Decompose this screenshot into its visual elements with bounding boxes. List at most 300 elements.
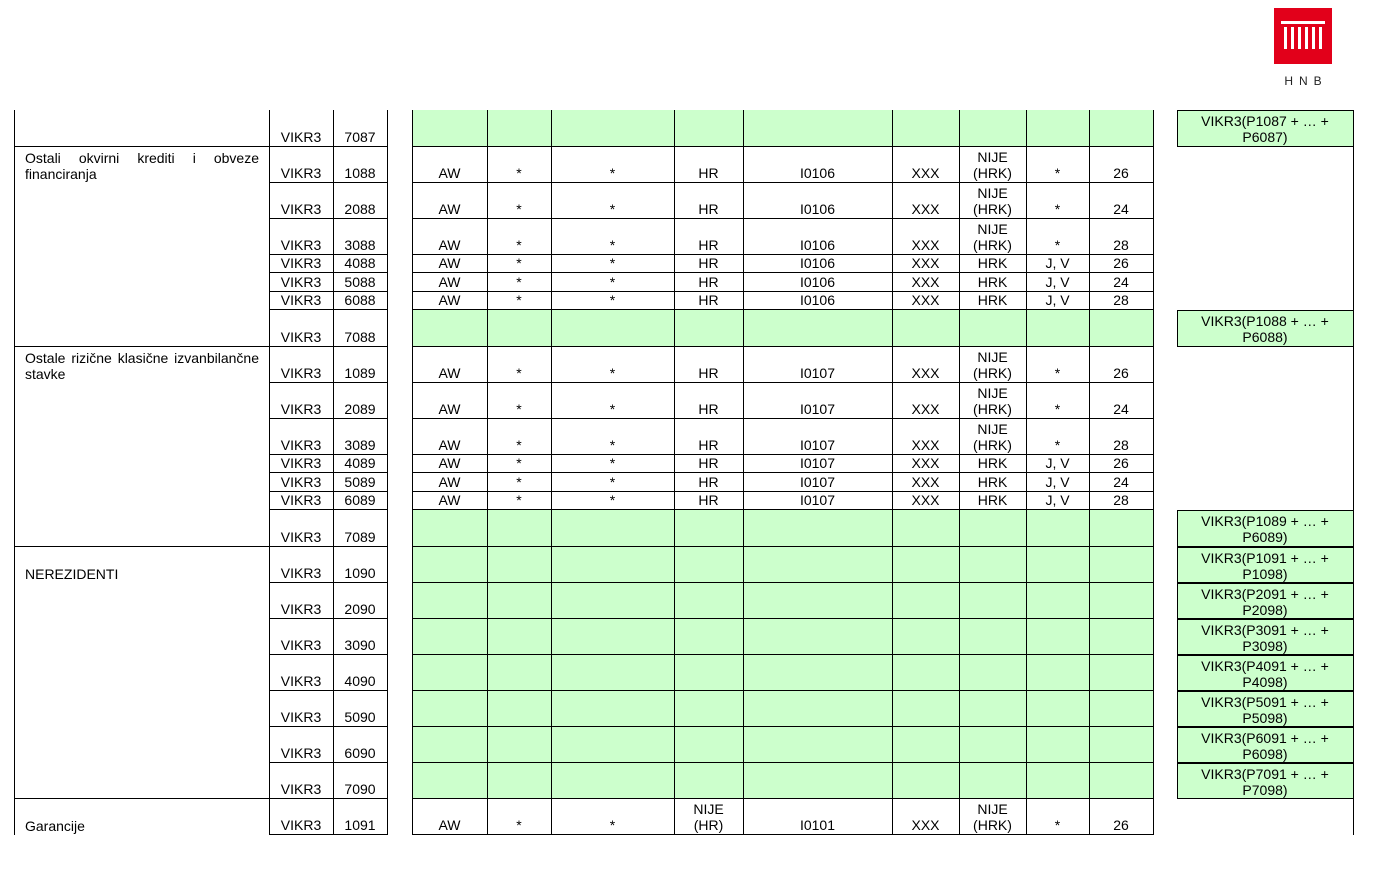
instrument-cell-line: I0101 <box>799 817 836 833</box>
currency-cell-line: NIJE <box>977 185 1008 201</box>
position-number <box>333 365 387 381</box>
formula-line: P1098) <box>1242 566 1288 582</box>
table-horizontal-border <box>269 272 388 273</box>
jv-cell-line: * <box>1054 201 1061 217</box>
table-horizontal-border <box>1177 619 1354 620</box>
country-cell <box>674 274 743 290</box>
report-code-line: VIKR3 <box>280 274 322 290</box>
position-number <box>333 401 387 417</box>
aw-cell <box>412 437 487 453</box>
star-cell-line: * <box>609 492 616 508</box>
country-cell <box>674 455 743 471</box>
row-description: Ostale rizične klasične izvanbilančne stavke <box>25 350 259 382</box>
table-horizontal-border <box>1177 310 1354 311</box>
green-cell-block <box>413 310 1153 346</box>
position-number-line: 1090 <box>344 565 376 581</box>
star-cell <box>487 201 551 217</box>
formula-cell <box>1178 694 1352 726</box>
star-cell-line: * <box>609 255 616 271</box>
report-code <box>269 292 333 308</box>
star-cell <box>551 437 674 453</box>
table-horizontal-border <box>269 582 388 583</box>
instrument-cell <box>743 437 892 453</box>
star-cell <box>551 201 674 217</box>
position-number-line: 5088 <box>344 274 376 290</box>
currency-cell <box>959 274 1026 290</box>
jv-cell <box>1026 274 1089 290</box>
star-cell-line: * <box>609 437 616 453</box>
row-description: Ostali okvirni krediti i obveze financiranja <box>25 150 259 182</box>
xxx-cell-line: XXX <box>911 292 940 308</box>
instrument-cell-line: I0107 <box>799 401 836 417</box>
instrument-cell-line: I0106 <box>799 201 836 217</box>
number-cell-line: 28 <box>1113 237 1129 253</box>
position-number-line: 4089 <box>344 455 376 471</box>
green-cell-block <box>413 510 1153 546</box>
currency-cell-line: HRK <box>977 474 1008 490</box>
formula-line: P6088) <box>1242 329 1288 345</box>
star-cell <box>487 474 551 490</box>
star-cell <box>551 255 674 271</box>
aw-cell <box>412 492 487 508</box>
table-horizontal-border <box>1177 110 1354 111</box>
table-horizontal-border <box>412 272 1154 273</box>
table-horizontal-border <box>412 654 1154 655</box>
report-code-line: VIKR3 <box>280 165 322 181</box>
instrument-cell-line: I0107 <box>799 437 836 453</box>
position-number-line: 7090 <box>344 781 376 797</box>
star-cell-line: * <box>516 437 522 453</box>
formula-line: P6098) <box>1242 746 1288 762</box>
report-code <box>269 437 333 453</box>
country-cell-line: HR <box>698 274 719 290</box>
position-number-line: 3089 <box>344 437 376 453</box>
jv-cell-line: * <box>1054 165 1061 181</box>
aw-cell-line: AW <box>438 365 461 381</box>
table-horizontal-border <box>269 382 388 383</box>
report-code-line: VIKR3 <box>280 817 322 833</box>
country-cell-line: HR <box>698 255 719 271</box>
table-horizontal-border <box>412 762 1154 763</box>
instrument-cell <box>743 817 892 833</box>
currency-cell <box>959 474 1026 490</box>
position-number-line: 7089 <box>344 529 376 545</box>
position-number-line: 3088 <box>344 237 376 253</box>
currency-cell-line: HRK <box>977 255 1008 271</box>
instrument-cell <box>743 455 892 471</box>
table-horizontal-border <box>269 546 388 547</box>
star-cell-line: * <box>609 474 616 490</box>
currency-cell-line: NIJE <box>977 221 1008 237</box>
table-horizontal-border <box>412 690 1154 691</box>
formula-line: VIKR3(P1087 + … + <box>1201 113 1329 129</box>
star-cell-line: * <box>516 255 522 271</box>
formula-line: VIKR3(P2091 + … + <box>1201 586 1329 602</box>
report-code <box>269 201 333 217</box>
number-cell-line: 24 <box>1113 201 1129 217</box>
star-cell <box>551 292 674 308</box>
position-number <box>333 201 387 217</box>
currency-cell-line: NIJE <box>977 385 1008 401</box>
position-number <box>333 709 387 725</box>
table-horizontal-border <box>269 182 388 183</box>
formula-line: VIKR3(P1088 + … + <box>1201 313 1329 329</box>
green-cell-block <box>413 583 1153 618</box>
report-code <box>269 365 333 381</box>
table-horizontal-border <box>269 346 388 347</box>
row-description: NEREZIDENTI <box>25 566 119 582</box>
currency-cell-line: HRK <box>977 492 1008 508</box>
formula-line: P4098) <box>1242 674 1288 690</box>
instrument-cell <box>743 401 892 417</box>
currency-cell-line: (HRK) <box>973 365 1012 381</box>
instrument-cell <box>743 255 892 271</box>
report-code <box>269 237 333 253</box>
star-cell-line: * <box>516 292 522 308</box>
xxx-cell-line: XXX <box>911 255 940 271</box>
star-cell <box>487 365 551 381</box>
jv-cell-line: J, V <box>1045 474 1070 490</box>
star-cell-line: * <box>516 455 522 471</box>
number-cell <box>1089 455 1153 471</box>
xxx-cell <box>892 817 959 833</box>
position-number <box>333 474 387 490</box>
currency-cell <box>959 421 1026 453</box>
position-number <box>333 237 387 253</box>
currency-cell <box>959 255 1026 271</box>
position-number-line: 2090 <box>344 601 376 617</box>
country-cell-line: (HR) <box>693 817 724 833</box>
number-cell <box>1089 492 1153 508</box>
number-cell-line: 24 <box>1113 401 1129 417</box>
xxx-cell-line: XXX <box>911 401 940 417</box>
table-horizontal-border <box>269 654 388 655</box>
star-cell-line: * <box>609 237 616 253</box>
formula-line: VIKR3(P4091 + … + <box>1201 658 1329 674</box>
position-number-line: 5089 <box>344 474 376 490</box>
jv-cell-line: * <box>1054 401 1061 417</box>
report-code <box>269 274 333 290</box>
position-number-line: 4088 <box>344 255 376 271</box>
country-cell-line: HR <box>698 365 719 381</box>
table-vertical-border <box>14 110 15 835</box>
xxx-cell <box>892 492 959 508</box>
number-cell <box>1089 165 1153 181</box>
position-number <box>333 437 387 453</box>
star-cell <box>487 817 551 833</box>
star-cell <box>551 165 674 181</box>
report-code-line: VIKR3 <box>280 565 322 581</box>
currency-cell <box>959 492 1026 508</box>
formula-cell <box>1178 766 1352 798</box>
green-cell-block <box>413 727 1153 762</box>
currency-cell <box>959 349 1026 381</box>
star-cell <box>551 401 674 417</box>
table-horizontal-border <box>1177 510 1354 511</box>
table-horizontal-border <box>269 146 388 147</box>
xxx-cell-line: XXX <box>911 437 940 453</box>
star-cell-line: * <box>516 492 522 508</box>
star-cell-line: * <box>516 165 522 181</box>
aw-cell-line: AW <box>438 455 461 471</box>
xxx-cell-line: XXX <box>911 492 940 508</box>
position-number-line: 1089 <box>344 365 376 381</box>
report-code <box>269 401 333 417</box>
xxx-cell-line: XXX <box>911 817 940 833</box>
number-cell <box>1089 365 1153 381</box>
jv-cell <box>1026 817 1089 833</box>
number-cell-line: 28 <box>1113 437 1129 453</box>
aw-cell <box>412 237 487 253</box>
number-cell <box>1089 292 1153 308</box>
report-code <box>269 255 333 271</box>
currency-cell-line: HRK <box>977 274 1008 290</box>
report-code <box>269 329 333 345</box>
star-cell-line: * <box>609 365 616 381</box>
table-horizontal-border <box>412 726 1154 727</box>
currency-cell-line: (HRK) <box>973 817 1012 833</box>
position-number <box>333 274 387 290</box>
currency-cell-line: (HRK) <box>973 165 1012 181</box>
currency-cell <box>959 221 1026 253</box>
currency-cell-line: NIJE <box>977 349 1008 365</box>
table-horizontal-border <box>269 762 388 763</box>
jv-cell <box>1026 237 1089 253</box>
currency-cell-line: HRK <box>977 455 1008 471</box>
xxx-cell-line: XXX <box>911 474 940 490</box>
country-cell <box>674 492 743 508</box>
position-number <box>333 329 387 345</box>
position-number-line: 6090 <box>344 745 376 761</box>
xxx-cell-line: XXX <box>911 274 940 290</box>
table-horizontal-border <box>269 834 388 835</box>
row-description: Garancije <box>25 818 85 834</box>
table-horizontal-border <box>1177 763 1354 764</box>
jv-cell-line: * <box>1054 817 1061 833</box>
table-horizontal-border <box>412 309 1154 310</box>
position-number-line: 7087 <box>344 129 376 145</box>
aw-cell <box>412 255 487 271</box>
xxx-cell <box>892 474 959 490</box>
star-cell-line: * <box>609 201 616 217</box>
jv-cell <box>1026 474 1089 490</box>
star-cell <box>551 492 674 508</box>
star-cell-line: * <box>609 165 616 181</box>
table-horizontal-border <box>412 146 1154 147</box>
aw-cell-line: AW <box>438 237 461 253</box>
star-cell <box>551 274 674 290</box>
country-cell <box>674 401 743 417</box>
number-cell-line: 26 <box>1113 255 1129 271</box>
number-cell-line: 24 <box>1113 274 1129 290</box>
number-cell <box>1089 201 1153 217</box>
report-code-line: VIKR3 <box>280 237 322 253</box>
star-cell-line: * <box>609 292 616 308</box>
table-horizontal-border <box>412 346 1154 347</box>
jv-cell-line: * <box>1054 237 1061 253</box>
table-horizontal-border <box>1177 655 1354 656</box>
report-code <box>269 129 333 145</box>
country-cell <box>674 255 743 271</box>
table-horizontal-border <box>14 346 270 347</box>
green-cell-block <box>413 763 1153 798</box>
formula-line: VIKR3(P6091 + … + <box>1201 730 1329 746</box>
jv-cell <box>1026 365 1089 381</box>
position-number <box>333 529 387 545</box>
report-code-line: VIKR3 <box>280 455 322 471</box>
star-cell <box>487 292 551 308</box>
star-cell <box>487 492 551 508</box>
number-cell-line: 28 <box>1113 492 1129 508</box>
position-number-line: 3090 <box>344 637 376 653</box>
jv-cell <box>1026 165 1089 181</box>
formula-cell <box>1178 513 1352 545</box>
number-cell <box>1089 474 1153 490</box>
green-cell-block <box>413 110 1153 146</box>
position-number <box>333 165 387 181</box>
aw-cell <box>412 165 487 181</box>
report-code-line: VIKR3 <box>280 781 322 797</box>
currency-cell-line: HRK <box>977 292 1008 308</box>
position-number <box>333 781 387 797</box>
xxx-cell <box>892 401 959 417</box>
table-horizontal-border <box>412 618 1154 619</box>
position-number <box>333 637 387 653</box>
formula-cell <box>1178 113 1352 145</box>
aw-cell <box>412 292 487 308</box>
star-cell-line: * <box>609 817 616 833</box>
country-cell-line: HR <box>698 292 719 308</box>
table-horizontal-border <box>269 798 388 799</box>
position-number <box>333 673 387 689</box>
star-cell-line: * <box>516 365 522 381</box>
table-horizontal-border <box>269 690 388 691</box>
green-cell-block <box>413 619 1153 654</box>
position-number <box>333 292 387 308</box>
report-code <box>269 165 333 181</box>
report-code-line: VIKR3 <box>280 437 322 453</box>
aw-cell-line: AW <box>438 201 461 217</box>
number-cell-line: 24 <box>1113 474 1129 490</box>
jv-cell-line: J, V <box>1045 255 1070 271</box>
instrument-cell-line: I0106 <box>799 237 836 253</box>
country-cell-line: HR <box>698 401 719 417</box>
position-number <box>333 817 387 833</box>
instrument-cell <box>743 274 892 290</box>
aw-cell <box>412 455 487 471</box>
instrument-cell <box>743 201 892 217</box>
xxx-cell <box>892 165 959 181</box>
report-code <box>269 529 333 545</box>
report-code-line: VIKR3 <box>280 329 322 345</box>
jv-cell <box>1026 492 1089 508</box>
green-cell-block <box>413 655 1153 690</box>
report-code-line: VIKR3 <box>280 401 322 417</box>
table-horizontal-border <box>412 509 1154 510</box>
position-number-line: 5090 <box>344 709 376 725</box>
jv-cell <box>1026 437 1089 453</box>
table-horizontal-border <box>269 472 388 473</box>
report-code-line: VIKR3 <box>280 709 322 725</box>
position-number-line: 7088 <box>344 329 376 345</box>
jv-cell <box>1026 401 1089 417</box>
xxx-cell <box>892 274 959 290</box>
report-code <box>269 745 333 761</box>
table-horizontal-border <box>412 546 1154 547</box>
table-horizontal-border <box>1177 583 1354 584</box>
aw-cell <box>412 274 487 290</box>
aw-cell-line: AW <box>438 817 461 833</box>
country-cell-line: HR <box>698 237 719 253</box>
formula-line: VIKR3(P1089 + … + <box>1201 513 1329 529</box>
report-code-line: VIKR3 <box>280 474 322 490</box>
instrument-cell-line: I0106 <box>799 274 836 290</box>
number-cell <box>1089 817 1153 833</box>
currency-cell-line: (HRK) <box>973 401 1012 417</box>
xxx-cell <box>892 455 959 471</box>
star-cell <box>551 455 674 471</box>
table-horizontal-border <box>412 472 1154 473</box>
report-code <box>269 565 333 581</box>
country-cell <box>674 801 743 833</box>
xxx-cell-line: XXX <box>911 201 940 217</box>
instrument-cell-line: I0106 <box>799 165 836 181</box>
star-cell <box>487 401 551 417</box>
table-horizontal-border <box>1177 727 1354 728</box>
xxx-cell <box>892 201 959 217</box>
table-horizontal-border <box>1177 547 1354 548</box>
table-horizontal-border <box>269 218 388 219</box>
jv-cell <box>1026 292 1089 308</box>
jv-cell-line: * <box>1054 437 1061 453</box>
jv-cell <box>1026 201 1089 217</box>
star-cell <box>487 255 551 271</box>
jv-cell <box>1026 255 1089 271</box>
currency-cell-line: NIJE <box>977 801 1008 817</box>
aw-cell-line: AW <box>438 492 461 508</box>
currency-cell <box>959 455 1026 471</box>
star-cell <box>551 474 674 490</box>
formula-line: P3098) <box>1242 638 1288 654</box>
table-horizontal-border <box>269 509 388 510</box>
table-horizontal-border <box>269 309 388 310</box>
position-number <box>333 565 387 581</box>
xxx-cell <box>892 365 959 381</box>
currency-cell <box>959 385 1026 417</box>
number-cell-line: 26 <box>1113 365 1129 381</box>
aw-cell <box>412 474 487 490</box>
country-cell <box>674 474 743 490</box>
report-code <box>269 455 333 471</box>
xxx-cell <box>892 255 959 271</box>
formula-cell <box>1178 313 1352 345</box>
instrument-cell-line: I0107 <box>799 455 836 471</box>
country-cell-line: HR <box>698 437 719 453</box>
instrument-cell-line: I0106 <box>799 255 836 271</box>
report-code <box>269 492 333 508</box>
number-cell-line: 28 <box>1113 292 1129 308</box>
aw-cell-line: AW <box>438 292 461 308</box>
formula-line: P7098) <box>1242 782 1288 798</box>
report-code-line: VIKR3 <box>280 637 322 653</box>
position-number <box>333 455 387 471</box>
table-horizontal-border <box>412 582 1154 583</box>
number-cell-line: 26 <box>1113 165 1129 181</box>
table-horizontal-border <box>1177 798 1354 799</box>
xxx-cell-line: XXX <box>911 237 940 253</box>
report-code-line: VIKR3 <box>280 673 322 689</box>
formula-line: P5098) <box>1242 710 1288 726</box>
